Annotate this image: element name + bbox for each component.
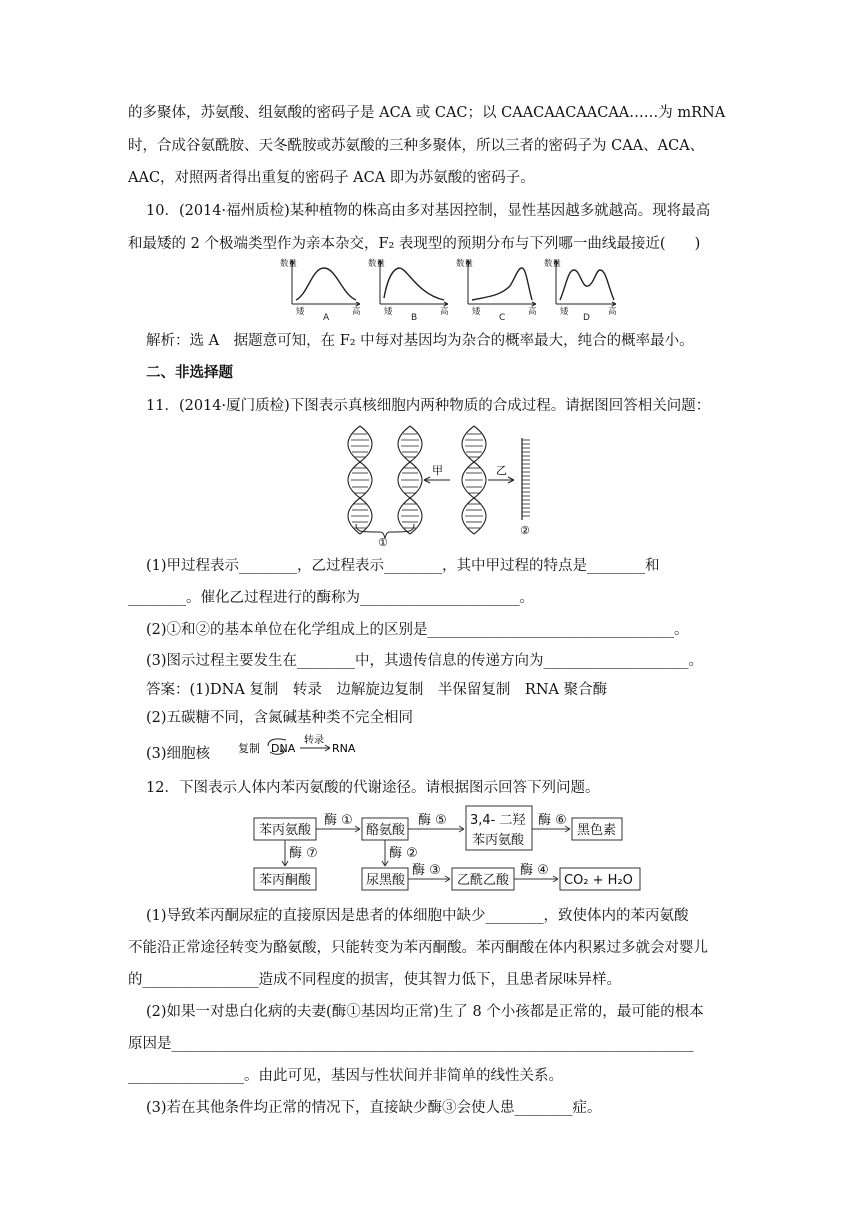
x-high-a: 高 bbox=[352, 307, 361, 317]
intro-line-1: 的多聚体，苏氨酸、组氨酸的密码子是 ACA 或 CAC；以 CAACAACAACAA……为 mRNA bbox=[128, 105, 726, 121]
y-label-a: 数量 bbox=[280, 259, 298, 269]
node-dopa-1: 3,4- 二羟 bbox=[470, 813, 526, 828]
fuzhi-label: 复制 bbox=[238, 742, 260, 755]
x-high-c: 高 bbox=[528, 307, 537, 317]
x-high-d: 高 bbox=[608, 307, 617, 317]
node-ppa: 苯丙酮酸 bbox=[259, 873, 312, 888]
q11-sub2: (2)①和②的基本单位在化学组成上的区别是__________________________________。 bbox=[146, 622, 689, 638]
mark-1: ① bbox=[378, 536, 388, 548]
q11-sub1-line-2: ________。催化乙过程进行的酶称为______________________。 bbox=[128, 590, 534, 606]
letter-a: A bbox=[323, 313, 330, 322]
node-tyr: 酪氨酸 bbox=[366, 823, 406, 838]
x-low-c: 矮 bbox=[472, 307, 481, 317]
q12-stem: 12．下图表示人体内苯丙氨酸的代谢途径。请根据图示回答下列问题。 bbox=[146, 780, 600, 796]
rna-label: RNA bbox=[332, 742, 356, 755]
label-jia: 甲 bbox=[432, 464, 443, 477]
graph-b bbox=[378, 260, 448, 306]
enzyme-1: 酶 ① bbox=[324, 813, 353, 828]
intro-line-2: 时，合成谷氨酰胺、天冬酰胺或苏氨酸的三种多聚体，所以三者的密码子为 CAA、ACA、 bbox=[128, 138, 705, 154]
section-heading: 二、非选择题 bbox=[146, 365, 233, 381]
node-phe: 苯丙氨酸 bbox=[259, 823, 312, 838]
intro-line-3: AAC，对照两者得出重复的密码子 ACA 即为苏氨酸的密码子。 bbox=[128, 170, 535, 186]
x-low-d: 矮 bbox=[560, 307, 569, 317]
q12-sub1-line-2: 不能沿正常途径转变为酪氨酸，只能转变为苯丙酮酸。苯丙酮酸在体内积累过多就会对婴儿 bbox=[128, 940, 708, 956]
node-maa: 乙酰乙酸 bbox=[457, 873, 510, 888]
q12-sub1-line-3: 的________________造成不同程度的损害，使其智力低下，且患者尿味异样。 bbox=[128, 972, 621, 988]
dna-helix-3 bbox=[462, 426, 486, 534]
dna-label: DNA bbox=[271, 742, 296, 755]
letter-c: C bbox=[499, 313, 506, 322]
letter-b: B bbox=[411, 313, 418, 322]
q12-metabolism-diagram bbox=[250, 804, 645, 892]
y-label-b: 数量 bbox=[368, 259, 386, 269]
zhuanlu-label: 转录 bbox=[304, 735, 324, 746]
enzyme-6: 酶 ⑥ bbox=[538, 813, 567, 828]
mark-2: ② bbox=[520, 524, 530, 537]
x-low-a: 矮 bbox=[296, 307, 305, 317]
node-hga: 尿黑酸 bbox=[366, 873, 406, 888]
q11-stem: 11．(2014·厦门质检)下图表示真核细胞内两种物质的合成过程。请据图回答相关问题： bbox=[146, 398, 711, 414]
node-dopa-2: 苯丙氨酸 bbox=[472, 833, 525, 848]
q12-sub2-line-3: ________________。由此可见，基因与性状间并非简单的线性关系。 bbox=[128, 1068, 563, 1084]
graph-a bbox=[290, 260, 360, 306]
q11-sub1-line-1: (1)甲过程表示________，乙过程表示________，其中甲过程的特点是________和 bbox=[146, 558, 660, 574]
x-high-b: 高 bbox=[440, 307, 449, 317]
node-melanin: 黑色素 bbox=[577, 823, 617, 838]
dna-helix-1 bbox=[348, 426, 372, 534]
y-label-d: 数量 bbox=[544, 259, 562, 269]
letter-d: D bbox=[583, 313, 590, 322]
q12-sub1-line-1: (1)导致苯丙酮尿症的直接原因是患者的体细胞中缺少________，致使体内的苯丙氨酸 bbox=[146, 908, 689, 924]
q11-dna-diagram bbox=[340, 424, 550, 548]
dna-helix-2 bbox=[398, 426, 422, 534]
q10-analysis: 解析：选 A 据题意可知，在 F₂ 中每对基因均为杂合的概率最大，纯合的概率最小。 bbox=[146, 333, 694, 349]
q10-distribution-graphs bbox=[278, 256, 618, 322]
enzyme-7: 酶 ⑦ bbox=[289, 846, 318, 861]
enzyme-3: 酶 ③ bbox=[412, 863, 441, 878]
enzyme-4: 酶 ④ bbox=[520, 863, 549, 878]
graph-d bbox=[554, 260, 616, 306]
q12-sub2-line-1: (2)如果一对患白化病的夫妻(酶①基因均正常)生了 8 个小孩都是正常的，最可能的根本 bbox=[146, 1004, 704, 1020]
graph-c bbox=[466, 260, 536, 306]
enzyme-5: 酶 ⑤ bbox=[418, 813, 447, 828]
q11-answer-1: 答案：(1)DNA 复制 转录 边解旋边复制 半保留复制 RNA 聚合酶 bbox=[146, 682, 608, 698]
q11-sub3: (3)图示过程主要发生在________中，其遗传信息的传递方向为____________________。 bbox=[146, 653, 704, 669]
q11-answer-3: (3)细胞核 bbox=[146, 746, 211, 762]
q10-stem-line-1: 10．(2014·福州质检)某种植物的株高由多对基因控制，显性基因越多就越高。现将最高 bbox=[146, 203, 711, 219]
node-co2: CO₂ + H₂O bbox=[564, 873, 633, 888]
q12-sub3: (3)若在其他条件均正常的情况下，直接缺少酶③会使人患________症。 bbox=[146, 1100, 602, 1116]
enzyme-2: 酶 ② bbox=[389, 846, 418, 861]
q10-stem-line-2: 和最矮的 2 个极端类型作为亲本杂交，F₂ 表现型的预期分布与下列哪一曲线最接近( ) bbox=[128, 236, 701, 252]
label-yi: 乙 bbox=[496, 464, 507, 477]
x-low-b: 矮 bbox=[384, 307, 393, 317]
y-label-c: 数量 bbox=[456, 259, 474, 269]
q11-central-dogma-diagram bbox=[238, 734, 368, 760]
q12-sub2-line-2: 原因是________________________________________________________________________ bbox=[128, 1036, 694, 1052]
q11-answer-2: (2)五碳糖不同，含氮碱基种类不完全相同 bbox=[146, 710, 414, 726]
